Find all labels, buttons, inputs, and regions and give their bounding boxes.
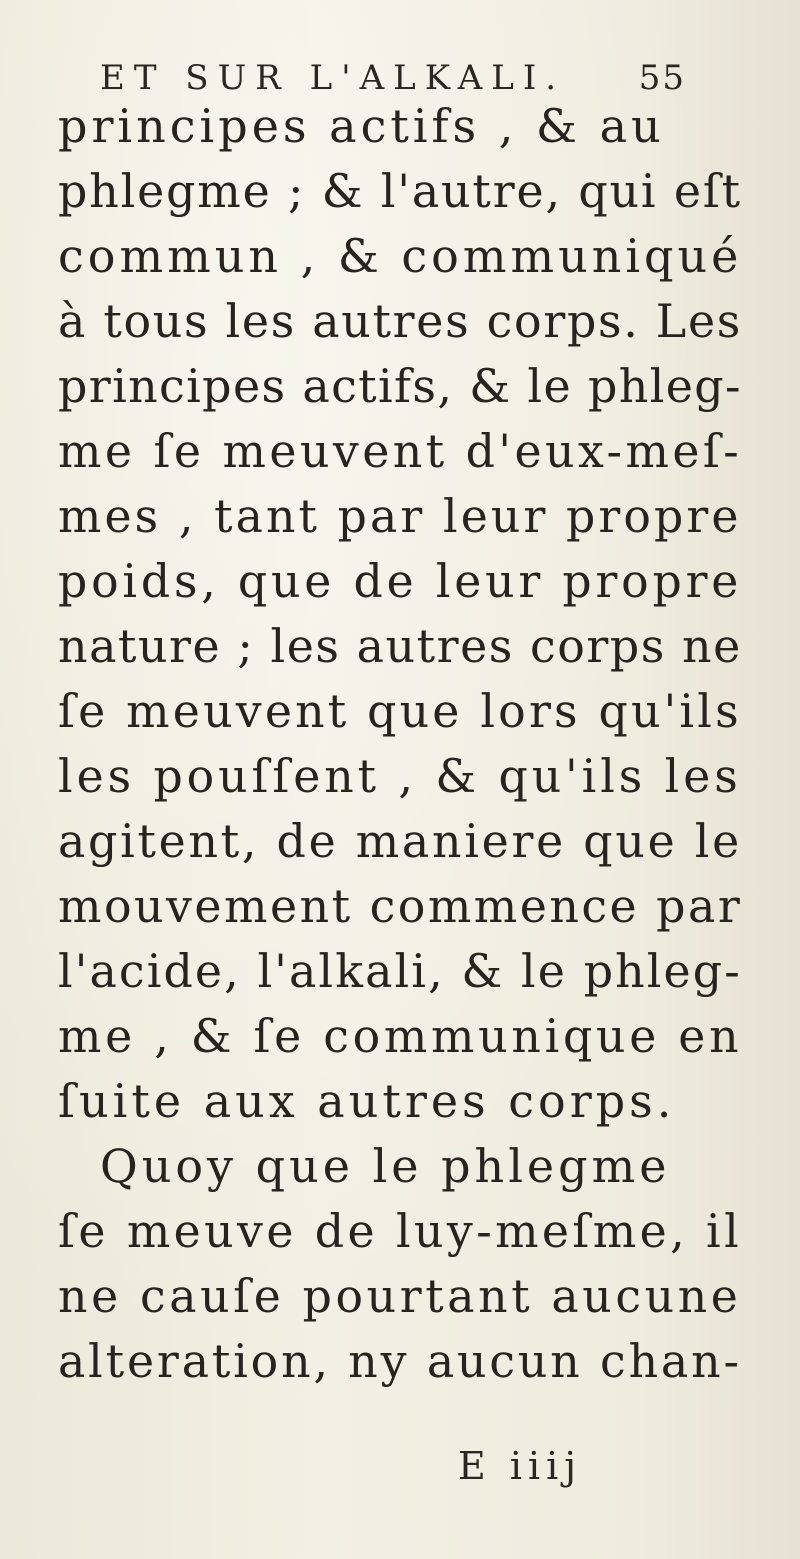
text-line: l'acide, l'alkali, & le phleg- <box>58 944 742 998</box>
text-line: nature ; les autres corps ne <box>58 619 742 673</box>
text-line: phlegme ; & l'autre, qui eſt <box>58 164 742 218</box>
text-line: commun , & communiqué <box>58 229 743 283</box>
page-number: 55 <box>638 58 686 98</box>
text-line: agitent, de maniere que le <box>58 814 742 868</box>
text-line: ſe meuvent que lors qu'ils <box>58 684 742 738</box>
text-line: ſuite aux autres corps. <box>58 1074 676 1128</box>
signature-mark: E iiij <box>458 1444 583 1488</box>
text-line: mouvement commence par <box>58 879 743 933</box>
text-line: me ſe meuvent d'eux-meſ- <box>58 424 743 478</box>
text-line: les pouſſent , & qu'ils les <box>58 749 742 803</box>
text-line: mes , tant par leur propre <box>58 489 742 543</box>
text-line: principes actifs, & le phleg- <box>58 359 742 413</box>
text-line: me , & ſe communique en <box>58 1009 743 1063</box>
text-line: poids, que de leur propre <box>58 554 743 608</box>
text-line-paragraph-start: Quoy que le phlegme <box>100 1139 671 1193</box>
running-title: ET SUR L'ALKALI. <box>100 58 566 98</box>
text-line: ſe meuve de luy-meſme, il <box>58 1204 743 1258</box>
text-line: à tous les autres corps. Les <box>58 294 743 348</box>
text-line: alteration, ny aucun chan- <box>58 1334 742 1388</box>
text-line: ne cauſe pourtant aucune <box>58 1269 742 1323</box>
text-line: principes actifs , & au <box>58 99 665 153</box>
